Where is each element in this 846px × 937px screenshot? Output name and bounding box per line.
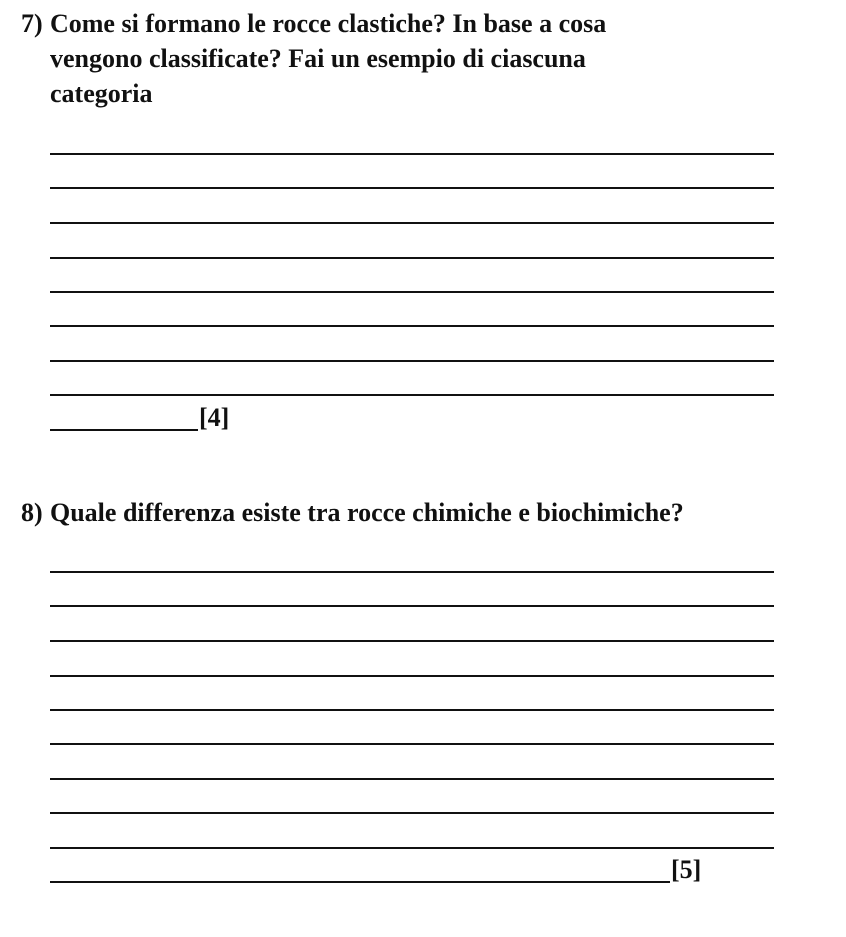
points-label: [5] (671, 855, 702, 884)
points-label: [4] (199, 403, 230, 432)
answer-line[interactable] (50, 394, 774, 396)
answer-line[interactable] (50, 257, 774, 259)
answer-line[interactable] (50, 709, 774, 711)
answer-line[interactable] (50, 847, 774, 849)
answer-line-short[interactable] (50, 881, 670, 883)
question-text: Come si formano le rocce clastiche? In base a cosa vengono classificate? Fai un esempio di ciascuna categoria (50, 9, 607, 108)
answer-line[interactable] (50, 812, 774, 814)
answer-line[interactable] (50, 360, 774, 362)
question-text: Quale differenza esiste tra rocce chimiche e biochimiche? (50, 498, 684, 527)
answer-line[interactable] (50, 605, 774, 607)
answer-line[interactable] (50, 222, 774, 224)
question-number: 7) (21, 9, 43, 38)
answer-line[interactable] (50, 571, 774, 573)
answer-line[interactable] (50, 153, 774, 155)
answer-line[interactable] (50, 325, 774, 327)
answer-line[interactable] (50, 778, 774, 780)
answer-line[interactable] (50, 291, 774, 293)
answer-line[interactable] (50, 187, 774, 189)
question-number: 8) (21, 498, 43, 527)
answer-line[interactable] (50, 675, 774, 677)
answer-line-short[interactable] (50, 429, 198, 431)
answer-line[interactable] (50, 640, 774, 642)
answer-line[interactable] (50, 743, 774, 745)
